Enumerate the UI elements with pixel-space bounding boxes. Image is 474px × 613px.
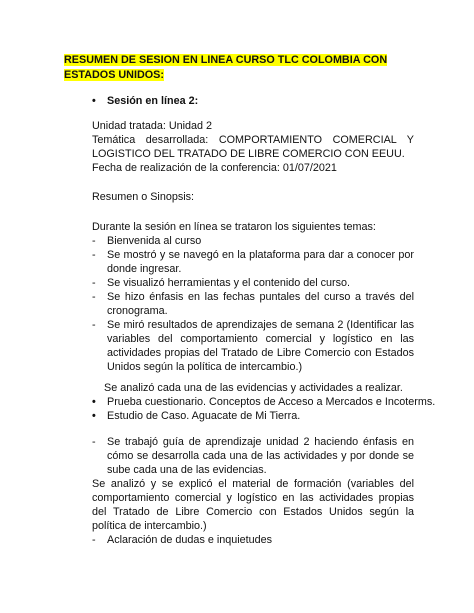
bullet-marker: •: [92, 410, 96, 422]
document-title: RESUMEN DE SESION EN LINEA CURSO TLC COLOMBIA CON ESTADOS UNIDOS:: [64, 54, 388, 81]
list-item: [92, 276, 414, 290]
list-item-text: Se trabajó guía de aprendizaje unidad 2 haciendo énfasis en cómo se desarrolla cada una de las actividades y por donde se sube cada una de las evidencias.: [107, 436, 414, 476]
dash-marker: -: [92, 291, 96, 303]
intro-line: Durante la sesión en línea se trataron los siguientes temas:: [92, 221, 376, 233]
evidence-intro: Se analizó cada una de las evidencias y actividades a realizar.: [104, 382, 403, 394]
bullet-item-text: Prueba cuestionario. Conceptos de Acceso a Mercados e Incoterms.: [107, 396, 436, 408]
list-item: [92, 318, 414, 374]
bullet-marker: •: [92, 396, 96, 408]
list-item-text: Se hizo énfasis en las fechas puntales del curso a través del cronograma.: [107, 291, 414, 317]
list-item: [92, 290, 414, 318]
dash-marker: -: [92, 277, 96, 289]
dash-marker: -: [92, 319, 96, 331]
list-item: [92, 248, 414, 276]
list-item-text: Se mostró y se navegó en la plataforma para dar a conocer por donde ingresar.: [107, 249, 414, 275]
list-item-text: Se miró resultados de aprendizajes de semana 2 (Identificar las variables del comportamiento comercial y logístico en las actividades propias del Tratado de Libre Comercio con Estados Unidos según la política de intercambio.): [107, 319, 414, 373]
topic-line: Temática desarrollada: COMPORTAMIENTO COMERCIAL Y LOGISTICO DEL TRATADO DE LIBRE COMERCIO CON EEUU.: [92, 134, 414, 160]
unit-line: Unidad tratada: Unidad 2: [92, 120, 213, 132]
summary-label: Resumen o Sinopsis:: [92, 191, 195, 203]
session-heading: Sesión en línea 2:: [107, 95, 199, 107]
bullet-marker: •: [92, 95, 96, 107]
list-item-text: Bienvenida al curso: [107, 235, 202, 247]
list-item: [92, 435, 414, 477]
dash-marker: -: [92, 436, 96, 448]
list-item-text: Aclaración de dudas e inquietudes: [107, 534, 273, 546]
list-item: [92, 533, 414, 547]
list-item-text: Se visualizó herramientas y el contenido del curso.: [107, 277, 351, 289]
dash-marker: -: [92, 534, 96, 546]
bullet-item-text: Estudio de Caso. Aguacate de Mi Tierra.: [107, 410, 301, 422]
material-paragraph: Se analizó y se explicó el material de formación (variables del comportamiento comercial y logístico en las actividades propias del Tratado de Libre Comercio con Estados Unidos según la política de intercambio.): [92, 478, 414, 532]
date-line: Fecha de realización de la conferencia: 01/07/2021: [92, 162, 337, 174]
dash-marker: -: [92, 249, 96, 261]
dash-marker: -: [92, 235, 96, 247]
list-item: [92, 234, 414, 248]
